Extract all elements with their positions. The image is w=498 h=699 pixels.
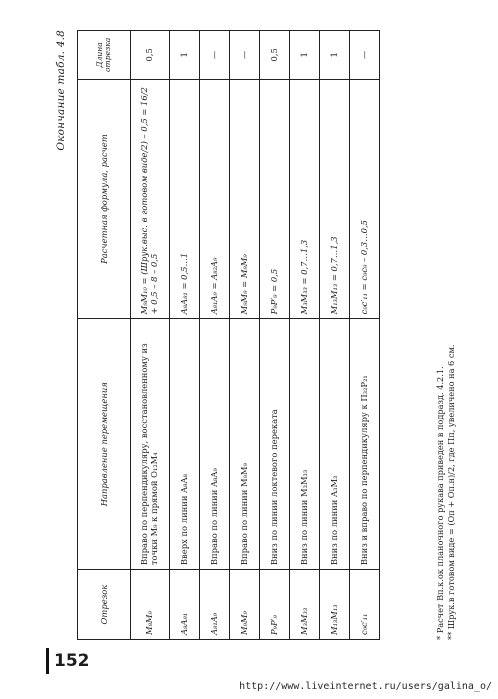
cell-length: — (350, 31, 380, 80)
cell-segment: M₈M₉ (131, 570, 170, 640)
cell-formula: M₁₃M₁₃ = 0,7…1,3 (320, 79, 350, 319)
cell-length: — (230, 31, 260, 80)
cell-segment: M₉M₉ (230, 570, 260, 640)
cell-segment: P₉P′₉ (260, 570, 290, 640)
cell-length: 0,5 (260, 31, 290, 80)
table-row (170, 31, 200, 640)
data-table (77, 30, 380, 640)
header-direction: Направление перемещения (78, 319, 131, 570)
footnote: ** Шрук.в готовом виде = (Oп + Oп.н)/2, где Пп, увеличено на 6 см. (446, 344, 457, 640)
page-number-bar (46, 648, 49, 674)
cell-formula: c₉c′₁₁ = c₉c₉ – 0,3…0,5 (350, 79, 380, 319)
header-segment: Отрезок (78, 570, 131, 640)
rotated-table-block (55, 30, 495, 640)
watermark-url: http://www.liveinternet.ru/users/galina_o/ (239, 681, 492, 692)
cell-direction: Вниз и вправо по перпендикуляру к П₃₂P₂₁ (350, 319, 380, 570)
cell-length: — (200, 31, 230, 80)
footnotes (435, 345, 457, 640)
table-caption: Окончание табл. 4.8 (55, 30, 67, 151)
cell-direction: Вправо по перпендикуляру, восстановленному из точки M₉ к прямой O₁₂M₄ (131, 319, 170, 570)
cell-length: 1 (170, 31, 200, 80)
cell-segment: M₃M₃₃ (290, 570, 320, 640)
cell-formula: A₈A₈₁ = 0,5…1 (170, 79, 200, 319)
cell-formula: M₃M₃₃ = 0,7…1,3 (290, 79, 320, 319)
cell-formula: M₉M₁₀ = (Шрук.выс. в готовом виде/2) – 0,5 = 16/2 + 0,5 – 8 – 0,5 (131, 79, 170, 319)
footnote: * Расчет Bп.к.ок планочного рукава приведен в подразд. 4.2.1. (435, 366, 445, 640)
table-row (230, 31, 260, 640)
cell-length: 0,5 (131, 31, 170, 80)
page-number: 152 (54, 651, 90, 671)
table-row (131, 31, 170, 640)
cell-segment: A₈₁A₉ (200, 570, 230, 640)
cell-length: 1 (290, 31, 320, 80)
cell-direction: Вправо по линии A₈A₉ (200, 319, 230, 570)
cell-length: 1 (320, 31, 350, 80)
header-length: Длина отрезка (78, 31, 131, 80)
cell-formula: A₈₁A₉ = A₈₂A₉ (200, 79, 230, 319)
cell-direction: Вправо по линии M₉M₉ (230, 319, 260, 570)
cell-segment: c₉c′₁₁ (350, 570, 380, 640)
table-row (350, 31, 380, 640)
table-header-row (78, 31, 131, 640)
table-row (320, 31, 350, 640)
header-formula: Расчетная формула, расчет (78, 79, 131, 319)
cell-segment: A₈A₈₁ (170, 570, 200, 640)
table-row (290, 31, 320, 640)
cell-direction: Вниз по линии M₃M₃₃ (290, 319, 320, 570)
cell-direction: Вниз по линии локтевого переката (260, 319, 290, 570)
cell-direction: Вверх по линии A₈A₈ (170, 319, 200, 570)
cell-formula: P₉P′₉ = 0,5 (260, 79, 290, 319)
table-row (260, 31, 290, 640)
cell-segment: M₁₃M₁₃ (320, 570, 350, 640)
table-row (200, 31, 230, 640)
cell-formula: M₉M₉ = M₉M₉ (230, 79, 260, 319)
cell-direction: Вниз по линии A₃M₃ (320, 319, 350, 570)
